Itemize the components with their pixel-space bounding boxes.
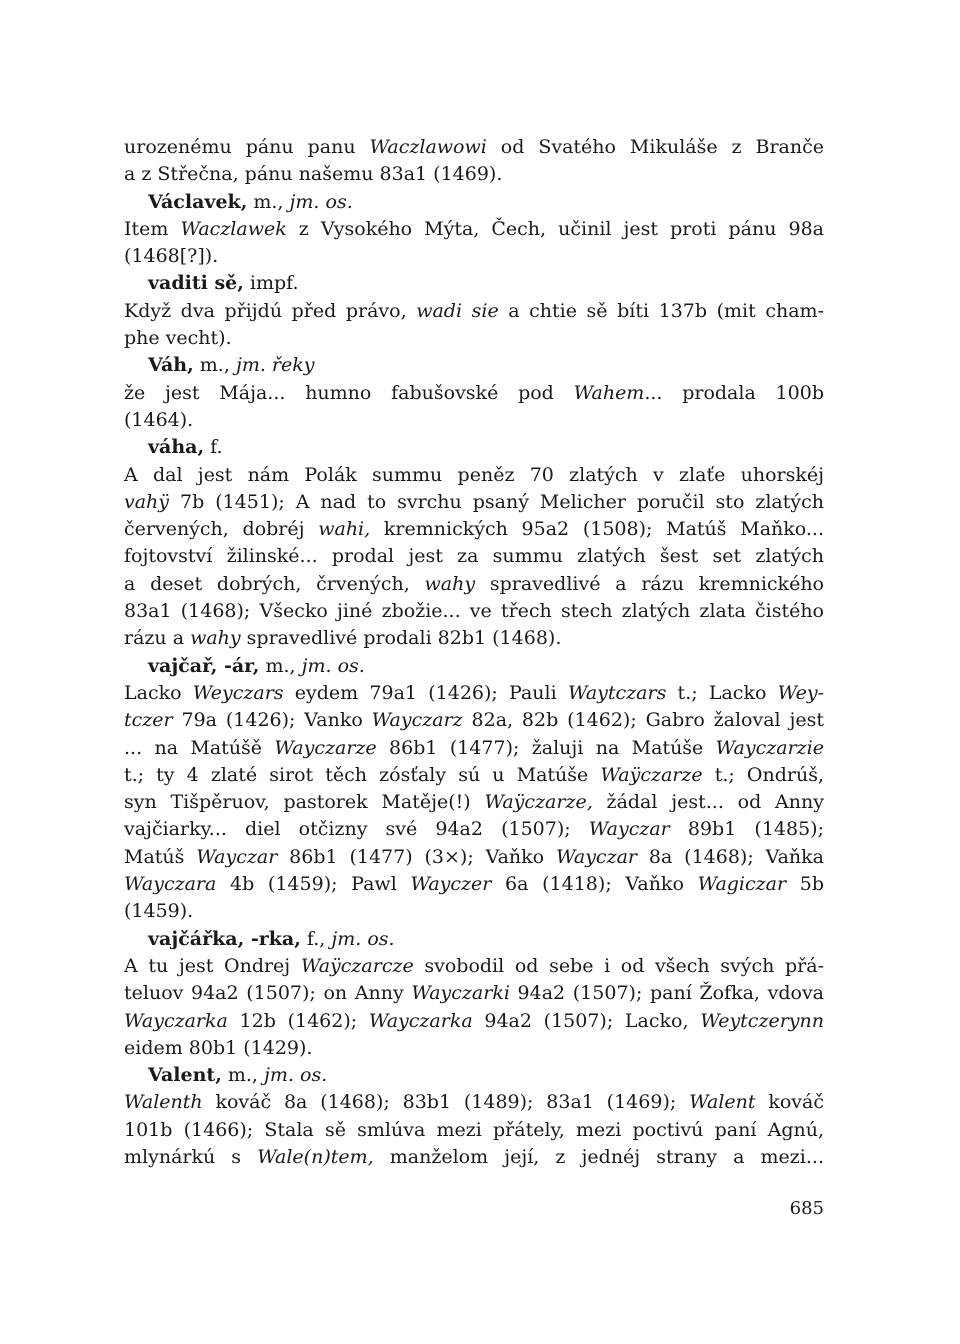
- italic-text: Waÿczarze: [600, 763, 703, 786]
- text-segment: teluov 94a2 (1507); on Anny: [124, 982, 412, 1005]
- text-segment: že jest Mája... humno fabušovské pod: [124, 381, 574, 404]
- text-segment: eidem 80b1 (1429).: [124, 1036, 313, 1059]
- text-segment: 86b1 (1477) (3×); Vaňko: [277, 845, 556, 868]
- italic-text: wahy: [190, 627, 241, 650]
- text-segment: spravedlivé prodali 82b1 (1468).: [240, 627, 562, 650]
- text-line: [124, 462, 824, 489]
- headword: Valent,: [148, 1064, 222, 1087]
- italic-text: jm. os.: [289, 190, 353, 213]
- text-line: [124, 735, 824, 762]
- text-segment: a chtie sě bíti 137b (mit cham-: [498, 299, 824, 322]
- text-segment: (1464).: [124, 408, 194, 431]
- text-line: [124, 898, 824, 925]
- italic-text: jm. os.: [331, 927, 395, 950]
- text-segment: vajčiarky... diel otčizny své 94a2 (1507);: [124, 818, 589, 841]
- italic-text: Waÿczarcze: [300, 954, 414, 977]
- text-line: [124, 871, 824, 898]
- text-line: [124, 325, 824, 352]
- text-segment: kováč: [755, 1091, 824, 1114]
- text-segment: žádal jest... od Anny: [592, 791, 824, 814]
- italic-text: Wayczarka: [124, 1009, 228, 1032]
- text-segment: kováč 8a (1468); 83b1 (1489); 83a1 (1469);: [202, 1091, 690, 1114]
- text-segment: Když dva přijdú před právo,: [124, 299, 417, 322]
- italic-text: Waytczars: [567, 681, 667, 704]
- italic-text: jm. řeky: [235, 354, 315, 377]
- italic-text: wahi,: [318, 518, 371, 541]
- text-segment: m.,: [259, 654, 302, 677]
- text-segment: od Svatého Mikuláše z Branče: [486, 136, 825, 158]
- text-segment: 89b1 (1485);: [669, 818, 824, 841]
- text-line: [124, 571, 824, 598]
- italic-text: Walent: [689, 1091, 756, 1114]
- text-segment: A dal jest nám Polák summu peněz 70 zlatých v zlaťe uhorskéj: [124, 463, 824, 486]
- headword: vajčař, -ár,: [148, 654, 260, 677]
- entry-headword-line: [124, 653, 824, 680]
- italic-text: Weytczerynn: [700, 1009, 824, 1032]
- dictionary-page: [124, 134, 824, 1171]
- italic-text: Wayczarze: [274, 736, 377, 759]
- italic-text: Wey-: [777, 681, 825, 704]
- italic-text: Waczlawek: [180, 217, 287, 240]
- text-line: [124, 216, 824, 243]
- text-line: [124, 243, 824, 270]
- entry-headword-line: [124, 189, 824, 216]
- text-segment: 12b (1462);: [227, 1009, 369, 1032]
- italic-text: Weyczars: [192, 681, 284, 704]
- text-segment: 82a, 82b (1462); Gabro žaloval jest: [462, 709, 824, 732]
- text-segment: spravedlivé a rázu kremnického: [475, 572, 824, 595]
- italic-text: jm. os.: [264, 1064, 328, 1087]
- italic-text: Waczlawowi: [369, 136, 487, 158]
- entry-headword-line: [124, 1062, 824, 1089]
- text-segment: fojtovství žilinské... prodal jest za summu zlatých šest set zlatých: [124, 545, 824, 568]
- text-segment: 8a (1468); Vaňka: [637, 845, 824, 868]
- italic-text: Wayczara: [124, 873, 217, 896]
- italic-text: Wale(n)tem,: [257, 1145, 374, 1168]
- text-segment: svobodil od sebe i od všech svých přá-: [413, 954, 824, 977]
- text-line: [124, 298, 824, 325]
- text-segment: 94a2 (1507); paní Žofka, vdova: [509, 982, 824, 1005]
- text-segment: 86b1 (1477); žaluji na Matúše: [376, 736, 716, 759]
- italic-text: Wayczer: [410, 873, 492, 896]
- italic-text: Wayczar: [588, 818, 670, 841]
- text-segment: Matúš: [124, 845, 197, 868]
- text-segment: urozenému pánu panu: [124, 136, 370, 158]
- text-segment: 5b: [786, 873, 825, 896]
- headword: vajčářka, -rka,: [148, 927, 301, 950]
- italic-text: vahÿ: [124, 490, 170, 513]
- text-segment: (1459).: [124, 900, 194, 923]
- text-line: [124, 1144, 824, 1171]
- text-line: [124, 489, 824, 516]
- text-segment: rázu a: [124, 627, 191, 650]
- italic-text: Waÿczarze,: [484, 791, 593, 814]
- text-segment: 83a1 (1468); Všecko jiné zbožie... ve třech stech zlatých zlata čistého: [124, 600, 824, 623]
- text-segment: t.; ty 4 zlaté sirot těch zósťaly sú u Matúše: [124, 763, 601, 786]
- text-segment: a deset dobrých, črvených,: [124, 572, 425, 595]
- text-segment: z Vysokého Mýta, Čech, učinil jest proti pánu 98a: [286, 217, 825, 240]
- text-line: [124, 161, 824, 188]
- text-line: [124, 844, 824, 871]
- text-segment: m.,: [193, 354, 236, 377]
- text-line: [124, 598, 824, 625]
- text-line: [124, 625, 824, 652]
- text-line: [124, 789, 824, 816]
- headword: váha,: [148, 436, 205, 459]
- text-segment: f.,: [300, 927, 332, 950]
- italic-text: wadi sie: [416, 299, 499, 322]
- italic-text: Wahem: [573, 381, 645, 404]
- italic-text: jm. os.: [301, 654, 365, 677]
- text-line: [124, 380, 824, 407]
- headword: Václavek,: [148, 190, 248, 213]
- text-segment: (1468[?]).: [124, 245, 219, 268]
- text-line: [124, 1035, 824, 1062]
- italic-text: tczer: [124, 709, 173, 732]
- text-line: [124, 1117, 824, 1144]
- text-line: [124, 953, 824, 980]
- text-segment: Item: [124, 217, 181, 240]
- text-line: [124, 816, 824, 843]
- text-line: [124, 134, 824, 161]
- text-segment: A tu jest Ondrej: [124, 954, 301, 977]
- text-line: [124, 680, 824, 707]
- italic-text: Wagiczar: [697, 873, 787, 896]
- text-segment: impf.: [243, 272, 299, 295]
- text-segment: mlynárkú s: [124, 1145, 258, 1168]
- text-segment: ... prodala 100b: [644, 381, 824, 404]
- text-segment: 101b (1466); Stala sě smlúva mezi přátely, mezi poctivú paní Agnú,: [124, 1118, 824, 1141]
- text-line: [124, 980, 824, 1007]
- entry-headword-line: [124, 434, 824, 461]
- italic-text: Wayczar: [196, 845, 278, 868]
- text-segment: m.,: [247, 190, 290, 213]
- text-segment: t.; Ondrúš,: [702, 763, 824, 786]
- headword: vaditi sě,: [148, 272, 244, 295]
- text-segment: ... na Matúšě: [124, 736, 275, 759]
- text-line: [124, 516, 824, 543]
- text-line: [124, 407, 824, 434]
- text-segment: manželom její, z jednéj strany a mezi...: [373, 1145, 824, 1168]
- text-segment: eydem 79a1 (1426); Pauli: [283, 681, 568, 704]
- text-line: [124, 1008, 824, 1035]
- text-segment: kremnických 95a2 (1508); Matúš Maňko...: [370, 518, 824, 541]
- italic-text: Wayczarka: [368, 1009, 473, 1032]
- italic-text: Wayczar: [555, 845, 637, 868]
- text-line: [124, 707, 824, 734]
- italic-text: Wayczarzie: [715, 736, 824, 759]
- text-segment: Lacko: [124, 681, 193, 704]
- italic-text: Wayczarki: [411, 982, 510, 1005]
- page-number: 685: [789, 1198, 824, 1219]
- text-segment: f.: [204, 436, 223, 459]
- entry-headword-line: [124, 926, 824, 953]
- text-line: [124, 762, 824, 789]
- italic-text: Wayczarz: [371, 709, 463, 732]
- entry-headword-line: [124, 270, 824, 297]
- text-segment: 7b (1451); A nad to svrchu psaný Melicher poručil sto zlatých: [169, 490, 824, 513]
- text-segment: t.; Lacko: [666, 681, 778, 704]
- text-line: [124, 1089, 824, 1116]
- text-segment: m.,: [221, 1064, 265, 1087]
- text-segment: phe vecht).: [124, 327, 232, 350]
- headword: Váh,: [148, 354, 194, 377]
- text-segment: červených, dobréj: [124, 518, 319, 541]
- text-segment: a z Střečna, pánu našemu 83a1 (1469).: [124, 163, 503, 186]
- text-segment: 94a2 (1507); Lacko,: [472, 1009, 701, 1032]
- italic-text: wahy: [424, 572, 476, 595]
- text-segment: 4b (1459); Pawl: [216, 873, 411, 896]
- text-segment: syn Tišpěruov, pastorek Matěje(!): [124, 791, 485, 814]
- text-line: [124, 543, 824, 570]
- italic-text: Walenth: [124, 1091, 203, 1114]
- text-segment: 79a (1426); Vanko: [172, 709, 372, 732]
- entry-headword-line: [124, 352, 824, 379]
- text-segment: 6a (1418); Vaňko: [491, 873, 698, 896]
